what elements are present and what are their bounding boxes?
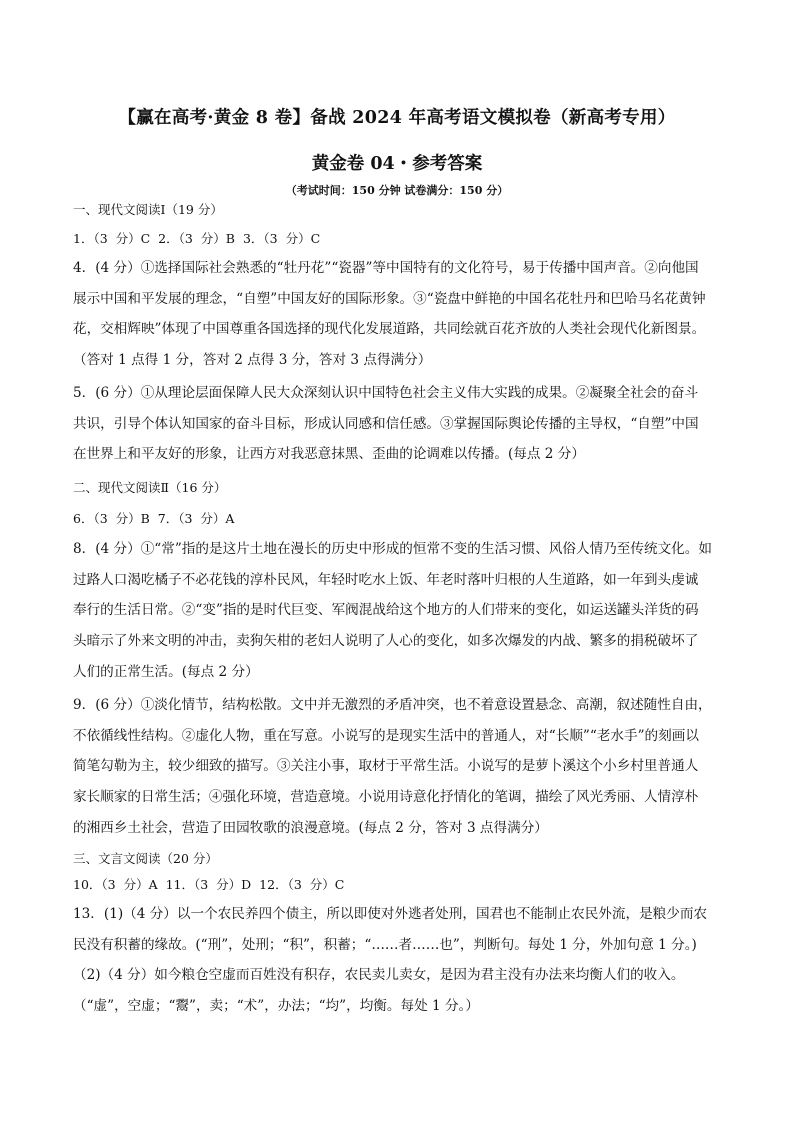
answer-line: 展示中国和平发展的理念，“自塑”中国友好的国际形象。③“瓷盘中鲜艳的中国名花牡丹和巴哈马名花黄钟 xyxy=(73,290,706,307)
answer-q13 xyxy=(73,899,733,1022)
answer-line: 人们的正常生活。(每点 2 分） xyxy=(73,663,259,680)
answers-q6-q7: 6．（3 分）B 7．（3 分）A xyxy=(73,511,235,526)
answer-q5 xyxy=(73,378,733,470)
answer-q9 xyxy=(73,690,733,843)
answer-line: 5．(6 分）①从理论层面保障人民大众深刻认识中国特色社会主义伟大实践的成果。②凝聚全社会的奋斗 xyxy=(73,385,699,401)
page-subtitle: 黄金卷 04・参考答案 xyxy=(311,154,483,174)
answer-line: 的湘西乡土社会，营造了田园牧歌的浪漫意境。(每点 2 分，答对 3 点得满分） xyxy=(73,819,548,836)
answer-line: 过路人口渴吃橘子不必花钱的淳朴民风，年轻时吃水上饭、年老时落叶归根的人生道路，如一年到头虔诚 xyxy=(73,571,699,588)
answer-line: （“虚”，空虚；“鬻”，卖；“术”，办法；“均”，均衡。每处 1 分。） xyxy=(73,998,479,1015)
answer-line: 简笔勾勒为主，较少细致的描写。③关注小事，取材于平常生活。小说写的是萝卜溪这个小乡村里普通人 xyxy=(73,758,699,775)
section-heading-modern-reading-1: 一、现代文阅读Ⅰ（19 分） xyxy=(73,202,223,217)
answer-line: 共识，引导个体认知国家的奋斗目标，形成认同感和信任感。③掌握国际舆论传播的主导权，“自塑”中国 xyxy=(73,415,699,432)
answer-line: 8．(4 分）①“常”指的是这片土地在漫长的历史中形成的恒常不变的生活习惯、风俗人情乃至传统文化。如 xyxy=(73,541,712,557)
answer-line: 4．(4 分）①选择国际社会熟悉的“牡丹花”“瓷器”等中国特有的文化符号，易于传播中国声音。②向他国 xyxy=(73,260,699,276)
answer-q8 xyxy=(73,534,733,687)
answer-line: 13．(1)（4 分）以一个农民养四个债主，所以即使对外逃者处刑，国君也不能制止农民外流，是粮少而农 xyxy=(73,906,708,922)
answer-line: （答对 1 点得 1 分，答对 2 点得 3 分，答对 3 点得满分） xyxy=(73,352,432,369)
answer-line: 家长顺家的日常生活；④强化环境，营造意境。小说用诗意化抒情化的笔调，描绘了风光秀丽、人情淳朴 xyxy=(73,789,699,806)
answer-line: 奉行的生活日常。②“变”指的是时代巨变、军阀混战给这个地方的人们带来的变化，如运送罐头洋货的码 xyxy=(73,602,699,619)
answer-line: 不依循线性结构。②虚化人物，重在写意。小说写的是现实生活中的普通人，对“长顺”“老水手”的刻画以 xyxy=(73,727,699,744)
answer-line: 9．(6 分）①淡化情节，结构松散。文中并无激烈的矛盾冲突，也不着意设置悬念、高潮，叙述随性自由， xyxy=(73,697,712,713)
answer-line: 在世界上和平友好的形象，让西方对我恶意抹黑、歪曲的论调难以传播。(每点 2 分） xyxy=(73,446,585,463)
answer-line: 头暗示了外来文明的冲击，卖狗矢柑的老妇人说明了人心的变化，如多次爆发的内战、繁多的捐税破坏了 xyxy=(73,633,699,650)
answer-q4 xyxy=(73,253,733,376)
answers-q10-q12: 10．（3 分）A 11．（3 分）D 12．（3 分）C xyxy=(73,877,345,892)
section-heading-classical-chinese: 三、文言文阅读（20 分） xyxy=(73,851,218,866)
answer-line: 民没有积蓄的缘故。(“刑”，处刑；“积”，积蓄；“……者……也”，判断句。每处 1 分，外加句意 1 分。) xyxy=(73,936,697,953)
answer-line: （2)（4 分）如今粮仓空虚而百姓没有积存，农民卖儿卖女，是因为君主没有办法来均衡人们的收入。 xyxy=(73,967,685,984)
page-title: 【赢在高考·黄金 8 卷】备战 2024 年高考语文模拟卷（新高考专用） xyxy=(118,108,676,128)
answer-line: 花，交相辉映”体现了中国尊重各国选择的现代化发展道路，共同绘就百花齐放的人类社会现代化新图景。 xyxy=(73,321,706,338)
answers-q1-q3: 1．（3 分）C 2．（3 分）B 3．（3 分）C xyxy=(73,231,321,246)
exam-info: （考试时间：150 分钟 试卷满分：150 分） xyxy=(285,184,509,197)
section-heading-modern-reading-2: 二、现代文阅读Ⅱ（16 分） xyxy=(73,480,227,495)
